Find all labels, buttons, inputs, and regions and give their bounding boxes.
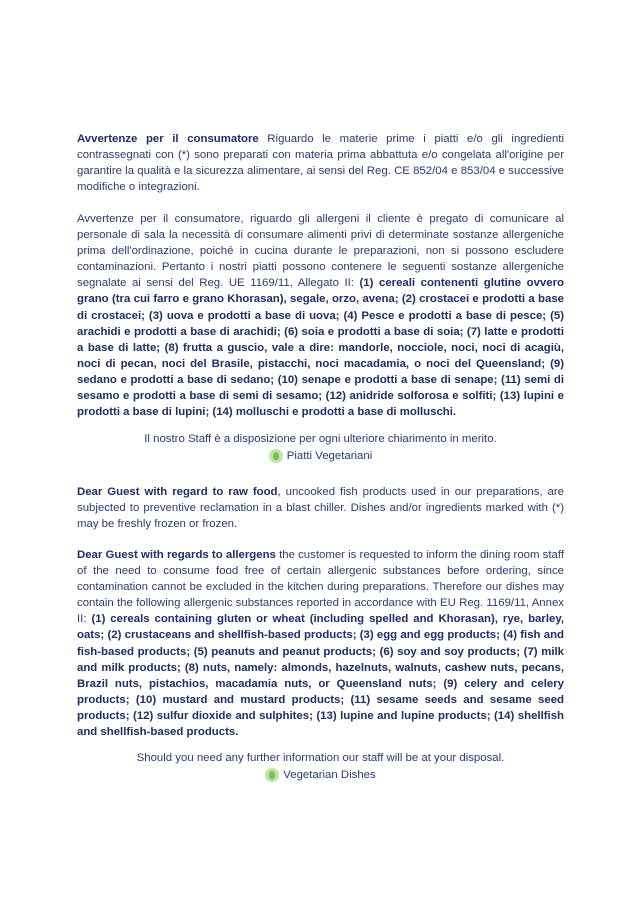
vegetarian-leaf-icon [269,449,283,463]
raw-food-heading-it: Avvertenze per il consumatore [77,133,259,145]
allergen-notice-en [77,547,564,740]
vegetarian-leaf-icon [265,768,279,782]
raw-food-notice-en [77,484,564,532]
allergen-intro-it: Avvertenze per il consumatore, riguardo gli allergeni il cliente è pregato di comunicare al personale di sala la necessità di consumare alimenti privi di determinate sostanze allergeniche prima dell'ordinazione, poiché in cucina durante le preparazioni, non si possono escludere contaminazioni. Pertanto i nostri piatti possono contenere le seguenti sostanze allergeniche segnalate ai sensi del Reg. UE 1169/11, Allegato II: [77,213,564,290]
vegetarian-label-en: Vegetarian Dishes [283,769,376,781]
staff-note-it: Il nostro Staff è a disposizione per ogni ulteriore chiarimento in merito. [144,433,497,445]
staff-note-en: Should you need any further information our staff will be at your disposal. [136,752,505,764]
allergen-list-it: (1) cereali contenenti glutine ovvero grano (tra cui farro e grano Khorasan), segale, orzo, avena; (2) crostacei e prodotti a base di crostacei; (3) uova e prodotti a base di uova; (4) Pesce e prodotti a base di pesce; (5) arachidi e prodotti a base di arachidi; (6) soia e prodotti a base di soia; (7) latte e prodotti a base di latte; (8) frutta a guscio, vale a dire: mandorle, nocciole, noci, noci di acagiù, noci di pecan, noci del Brasile, pistacchi, noci macadamia, o noci del Queensland; (9) sedano e prodotti a base di sedano; (10) senape e prodotti a base di senape; (11) semi di sesamo e prodotti a base di semi di sesamo; (12) anidride solforosa e solfiti; (13) lupini e prodotti a base di lupini; (14) molluschi e prodotti a base di molluschi. [77,277,564,419]
vegetarian-legend-it [77,448,564,464]
raw-food-body-en: , uncooked fish products used in our preparations, are subjected to preventive reclamation in a blast chiller. Dishes and/or ingredients marked with (*) may be freshly frozen or frozen. [77,486,565,531]
allergen-heading-en: Dear Guest with regards to allergens [77,549,276,561]
allergen-list-en: (1) cereals containing gluten or wheat (including spelled and Khorasan), rye, barley, oats; (2) crustaceans and shellfish-based products; (3) egg and egg products; (4) fish and fish-based products; (5) peanuts and peanut products; (6) soy and soy products; (7) milk and milk products; (8) nuts, namely: almonds, hazelnuts, walnuts, cashew nuts, pecans, Brazil nuts, pistachios, macadamia nuts, or Queensland nuts; (9) celery and celery products; (10) mustard and mustard products; (11) sesame seeds and sesame seed products; (12) sulfur dioxide and sulphites; (13) lupine and lupine products; (14) shellfish and shellfish-based products. [77,613,564,739]
allergen-intro-en: the customer is requested to inform the dining room staff of the need to consume food free of certain allergenic substances before ordering, since contamination cannot be excluded in the kitchen during preparations. Therefore our dishes may contain the following allergenic substances reported in accordance with EU Reg. 1169/11, Annex II: [77,549,564,626]
vegetarian-label-it: Piatti Vegetariani [286,450,373,462]
raw-food-heading-en: Dear Guest with regard to raw food [77,486,278,498]
raw-food-notice-it [77,131,564,195]
vegetarian-legend-en [77,767,564,783]
raw-food-body-it: Riguardo le materie prime i piatti e/o gli ingredienti contrassegnati con (*) sono preparati con materia prima abbattuta e/o congelata all'origine per garantire la qualità e la sicurezza alimentare, ai sensi del Reg. CE 852/04 e 853/04 e successive modifiche o integrazioni. [77,133,564,194]
allergen-notice-it [77,211,564,420]
